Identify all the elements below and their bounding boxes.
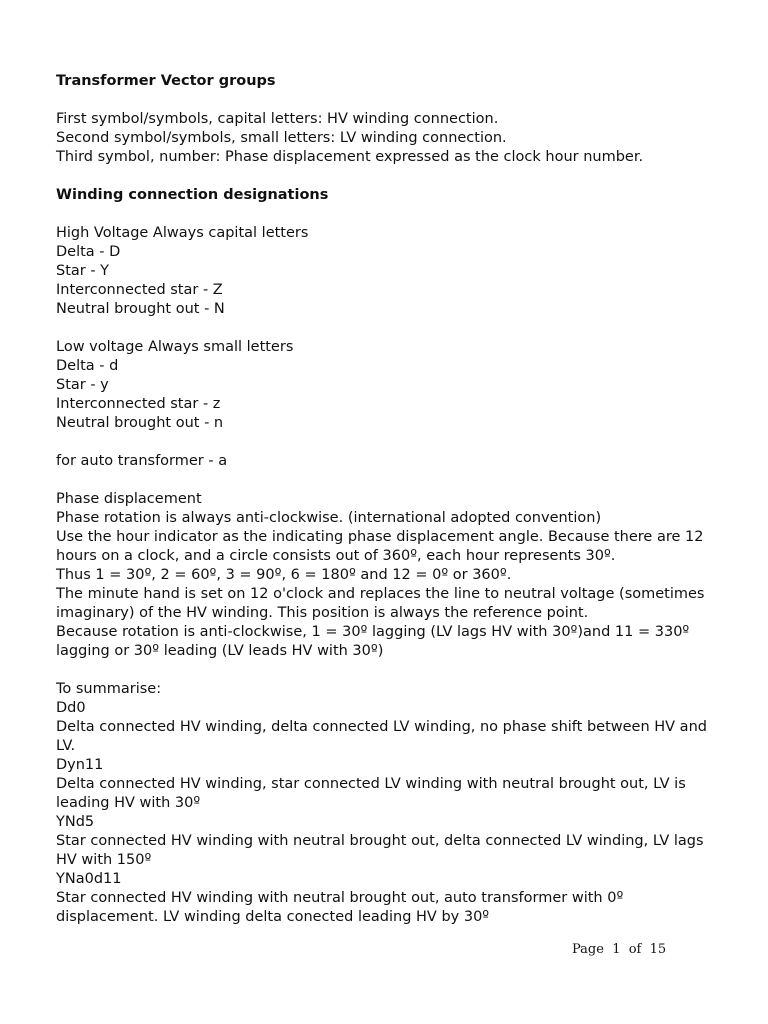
hv-line-1: High Voltage Always capital letters (56, 225, 309, 241)
hv-line-5: Neutral brought out - N (56, 301, 225, 317)
hv-line-4: Interconnected star - Z (56, 282, 223, 298)
phase-line-2: Phase rotation is always anti-clockwise. (international adopted convention) (56, 510, 602, 526)
lv-line-4: Interconnected star - z (56, 396, 221, 412)
intro-line-3: Third symbol, number: Phase displacement expressed as the clock hour number. (56, 149, 644, 165)
phase-line-6: The minute hand is set on 12 o'clock and replaces the line to neutral voltage (sometimes (56, 586, 705, 602)
phase-line-1: Phase displacement (56, 491, 202, 507)
summary-line-3: Delta connected HV winding, delta connected LV winding, no phase shift between HV and (56, 719, 707, 735)
hv-line-3: Star - Y (56, 263, 110, 279)
summary-line-11: YNa0d11 (56, 871, 122, 887)
lv-line-2: Delta - d (56, 358, 119, 374)
lv-line-5: Neutral brought out - n (56, 415, 224, 431)
spacer (56, 319, 746, 338)
heading-winding-designations: Winding connection designations (56, 187, 329, 203)
phase-line-4: hours on a clock, and a circle consists out of 360º, each hour represents 30º. (56, 548, 616, 564)
spacer (56, 91, 746, 110)
spacer (56, 205, 746, 224)
spacer (56, 433, 746, 452)
summary-line-6: Delta connected HV winding, star connected LV winding with neutral brought out, LV is (56, 776, 686, 792)
heading-vector-groups: Transformer Vector groups (56, 73, 276, 89)
spacer (56, 471, 746, 490)
spacer (56, 167, 746, 186)
auto-transformer-line: for auto transformer - a (56, 453, 228, 469)
summary-line-12: Star connected HV winding with neutral brought out, auto transformer with 0º (56, 890, 624, 906)
phase-line-9: lagging or 30º leading (LV leads HV with 30º) (56, 643, 384, 659)
phase-line-3: Use the hour indicator as the indicating phase displacement angle. Because there are 12 (56, 529, 704, 545)
lv-line-1: Low voltage Always small letters (56, 339, 294, 355)
summary-line-2: Dd0 (56, 700, 86, 716)
summary-line-13: displacement. LV winding delta conected leading HV by 30º (56, 909, 490, 925)
phase-line-5: Thus 1 = 30º, 2 = 60º, 3 = 90º, 6 = 180º and 12 = 0º or 360º. (56, 567, 512, 583)
summary-line-7: leading HV with 30º (56, 795, 201, 811)
summary-line-8: YNd5 (56, 814, 95, 830)
intro-line-2: Second symbol/symbols, small letters: LV winding connection. (56, 130, 507, 146)
spacer (56, 661, 746, 680)
summary-line-5: Dyn11 (56, 757, 104, 773)
summary-line-10: HV with 150º (56, 852, 152, 868)
summary-line-9: Star connected HV winding with neutral brought out, delta connected LV winding, LV lags (56, 833, 704, 849)
intro-line-1: First symbol/symbols, capital letters: HV winding connection. (56, 111, 499, 127)
document-page (56, 72, 746, 927)
phase-line-8: Because rotation is anti-clockwise, 1 = 30º lagging (LV lags HV with 30º)and 11 = 330º (56, 624, 690, 640)
page-number: Page 1 of 15 (572, 942, 667, 957)
hv-line-2: Delta - D (56, 244, 121, 260)
summary-line-4: LV. (56, 738, 76, 754)
lv-line-3: Star - y (56, 377, 109, 393)
phase-line-7: imaginary) of the HV winding. This position is always the reference point. (56, 605, 589, 621)
summary-line-1: To summarise: (56, 681, 162, 697)
